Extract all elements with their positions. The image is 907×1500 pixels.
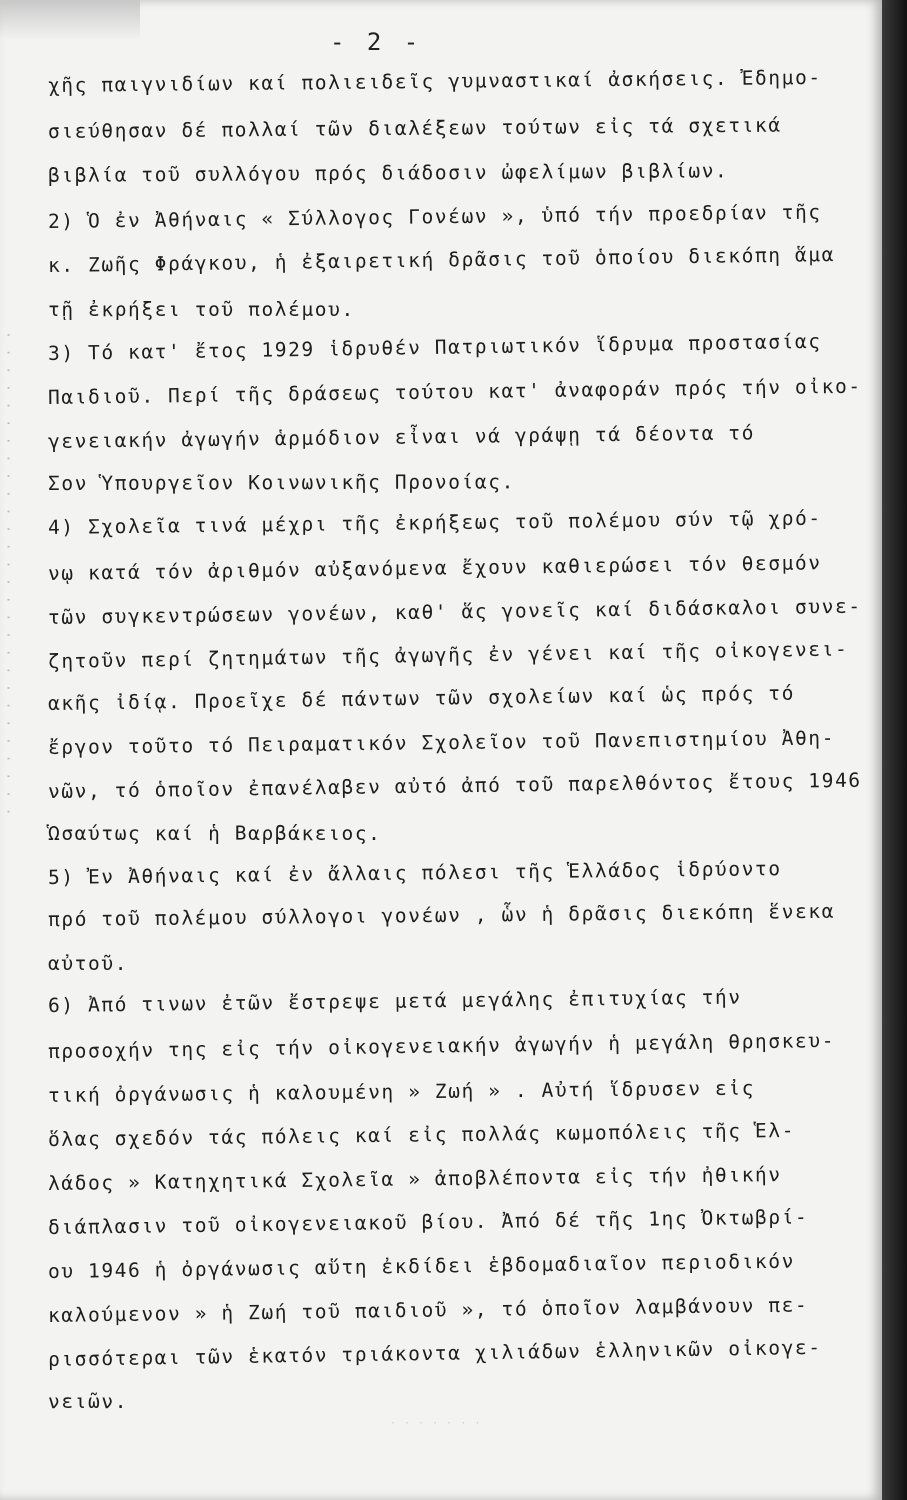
text-line: νῶν, τό ὁποῖον ἐπανέλαβεν αὐτό ἀπό τοῦ παρελθόντος ἔτους 1946 [47,768,862,803]
text-line: ζητοῦν περί ζητημάτων τῆς ἀγωγῆς ἐν γένει καί τῆς οἰκογενει- [47,637,849,673]
text-line: νειῶν. [48,1390,129,1413]
text-line: χῆς παιγνιδίων καί πολιειδεῖς γυμναστικαί ἀσκήσεις. Ἐδημο- [47,65,822,97]
footer-mark: · · · · · · · [390,1418,482,1429]
text-line: νῳ κατά τόν ἀριθμόν αὐξανόμενα ἔχουν καθιερώσει τόν θεσμόν [47,551,822,585]
text-line: Παιδιοῦ. Περί τῆς δράσεως τούτου κατ' ἀναφοράν πρός τήν οἰκο- [47,374,862,409]
text-line: αὐτοῦ. [48,952,129,975]
side-watermark: · · · · · · · · · · · · · · · · · · · · · · · · · · · · [2,330,17,816]
scanner-edge [882,0,907,1500]
text-line: Σον Ὑπουργεῖον Κοινωνικῆς Προνοίας. [47,470,515,495]
text-line: κ. Ζωῆς Φράγκου, ἡ ἐξαιρετική δρᾶσις τοῦ ὁποίου διεκόπη ἅμα [47,243,836,277]
text-line: 5) Ἐν Ἀθήναις καί ἐν ἄλλαις πόλεσι τῆς Ἑλλάδος ἱδρύοντο [47,857,782,889]
text-line: 4) Σχολεῖα τινά μέχρι τῆς ἐκρήξεως τοῦ πολέμου σύν τῷ χρό- [47,506,822,539]
text-line: 6) Ἀπό τινων ἐτῶν ἔστρεψε μετά μεγάλης ἐπιτυχίας τήν [47,985,742,1017]
text-line: γενειακήν ἀγωγήν ἁρμόδιον εἶναι νά γράψῃ τά δέοντα τό [47,421,756,453]
text-line: βιβλία τοῦ συλλόγου πρός διάδοσιν ὠφελίμων βιβλίων. [47,159,729,187]
text-line: καλούμενον » ἡ Ζωή τοῦ παιδιοῦ », τό ὁποῖον λαμβάνουν πε- [47,1293,809,1327]
text-line: τῇ ἐκρήξει τοῦ πολέμου. [48,298,355,321]
text-line: πρό τοῦ πολέμου σύλλογοι γονέων , ὧν ἡ δρᾶσις διεκόπη ἕνεκα [47,899,836,931]
text-line: προσοχήν της εἰς τήν οἰκογενειακήν ἀγωγήν ἡ μεγάλη θρησκευ- [47,1029,836,1063]
text-line: ρισσότεραι τῶν ἑκατόν τριάκοντα χιλιάδων ἑλληνικῶν οἰκογε- [47,1335,822,1371]
text-line: ὅλας σχεδόν τάς πόλεις καί εἰς πολλάς κωμοπόλεις τῆς Ἑλ- [47,1118,796,1151]
text-line: διάπλασιν τοῦ οἰκογενειακοῦ βίου. Ἀπό δέ τῆς 1ης Ὀκτωβρί- [47,1205,809,1239]
text-line: τική ὀργάνωσις ἡ καλουμένη » Ζωή » . Αὐτή ἵδρυσεν εἰς [47,1076,756,1107]
text-line: τῶν συγκεντρώσεων γονέων, καθ' ἅς γονεῖς καί διδάσκαλοι συνε- [47,594,862,629]
text-line: ου 1946 ἡ ὀργάνωσις αὕτη ἐκδίδει ἑβδομαδιαῖον περιοδικόν [47,1249,796,1283]
text-line: 2) Ὁ ἐν Ἀθήναις « Σύλλογος Γονέων », ὑπό τήν προεδρίαν τῆς [47,200,822,233]
text-line: ἔργον τοῦτο τό Πειραματικόν Σχολεῖον τοῦ Πανεπιστημίου Ἀθη- [47,726,836,759]
text-line: σιεύθησαν δέ πολλαί τῶν διαλέξεων τούτων εἰς τά σχετικά [47,113,782,143]
page-number: - 2 - [330,28,423,56]
text-line: ακῆς ἰδίᾳ. Προεῖχε δέ πάντων τῶν σχολείων καί ὡς πρός τό [47,681,796,715]
scan-shadow [0,0,140,40]
text-line: Ὡσαύτως καί ἡ Βαρβάκειος. [48,822,382,845]
text-line: 3) Τό κατ' ἔτος 1929 ἱδρυθέν Πατριωτικόν ἵδρυμα προστασίας [47,329,822,365]
text-line: λάδος » Κατηχητικά Σχολεῖα » ἀποβλέποντα εἰς τήν ἠθικήν [47,1163,782,1195]
